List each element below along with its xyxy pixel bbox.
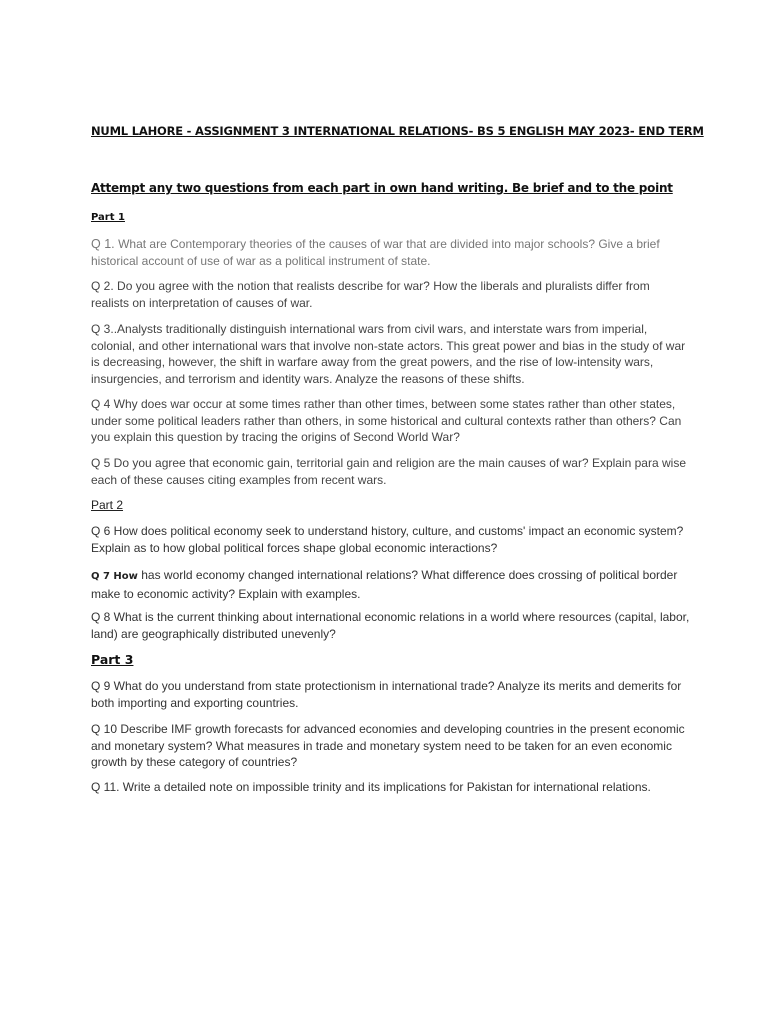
question-11-text: Write a detailed note on impossible trinity and its implications for Pakistan for international relations. — [119, 780, 651, 794]
question-1 — [91, 236, 691, 269]
question-4-text: Why does war occur at some times rather than other times, between some states rather than other states, under some political leaders rather than others, in some historical and cultural contexts rather than others? Can you explain this question by tracing the origins of Second World War? — [91, 397, 682, 444]
question-3 — [91, 321, 691, 387]
question-2 — [91, 278, 691, 311]
question-6-text: How does political economy seek to understand history, culture, and customs' impact an economic system? Explain as to how global political forces shape global economic interactions? — [91, 524, 684, 555]
question-2-text: Do you agree with the notion that realists describe for war? How the liberals and pluralists differ from realists on interpretation of causes of war. — [91, 279, 650, 310]
question-9 — [91, 678, 691, 711]
question-10-number: Q 10 — [91, 722, 118, 736]
question-1-text: What are Contemporary theories of the causes of war that are divided into major schools? Give a brief historical account of use of war as a political instrument of state. — [91, 237, 660, 268]
instruction-text: Attempt any two questions from each part in own hand writing. Be brief and to the point — [91, 181, 673, 195]
document-title: NUML LAHORE - ASSIGNMENT 3 INTERNATIONAL RELATIONS- BS 5 ENGLISH MAY 2023- END TERM — [91, 124, 704, 138]
question-5 — [91, 455, 691, 488]
question-8-text: What is the current thinking about international economic relations in a world where resources (capital, labor, land) are geographically distributed unevenly? — [91, 610, 690, 641]
question-10 — [91, 721, 691, 771]
question-3-number: Q 3. — [91, 322, 114, 336]
question-7-text: has world economy changed international relations? What difference does crossing of political border make to economic activity? Explain with examples. — [91, 568, 678, 601]
question-2-number: Q 2. — [91, 279, 114, 293]
part-1-heading: Part 1 — [91, 212, 125, 223]
question-7-number: Q 7 How — [91, 571, 138, 582]
question-4 — [91, 396, 691, 446]
question-7 — [91, 567, 691, 602]
part-2-heading: Part 2 — [91, 498, 124, 512]
question-11-number: Q 11. — [91, 780, 120, 794]
question-8 — [91, 609, 691, 642]
question-9-number: Q 9 — [91, 679, 111, 693]
question-3-text: .Analysts traditionally distinguish international wars from civil wars, and interstate wars from imperial, colonial, and other international wars that involve non-state actors. This great power and bias in the study of war is decreasing, however, the shift in warfare away from the great powers, and the rise of low-intensity wars, insurgencies, and terrorism and identity wars. Analyze the reasons of these shifts. — [91, 322, 686, 386]
question-9-text: What do you understand from state protectionism in international trade? Analyze its merits and demerits for both importing and exporting countries. — [91, 679, 682, 710]
question-5-text: Do you agree that economic gain, territorial gain and religion are the main causes of war? Explain para wise each of these causes citing examples from recent wars. — [91, 456, 686, 487]
question-6 — [91, 523, 691, 556]
question-5-number: Q 5 — [91, 456, 111, 470]
question-10-text: Describe IMF growth forecasts for advanced economies and developing countries in the present economic and monetary system? What measures in trade and monetary system need to be taken for an even economic growth by these category of countries? — [91, 722, 685, 769]
question-1-number: Q 1. — [91, 237, 119, 251]
part-3-heading: Part 3 — [91, 652, 134, 667]
question-4-number: Q 4 — [91, 397, 111, 411]
question-11 — [91, 779, 691, 796]
question-8-number: Q 8 — [91, 610, 111, 624]
question-6-number: Q 6 — [91, 524, 111, 538]
